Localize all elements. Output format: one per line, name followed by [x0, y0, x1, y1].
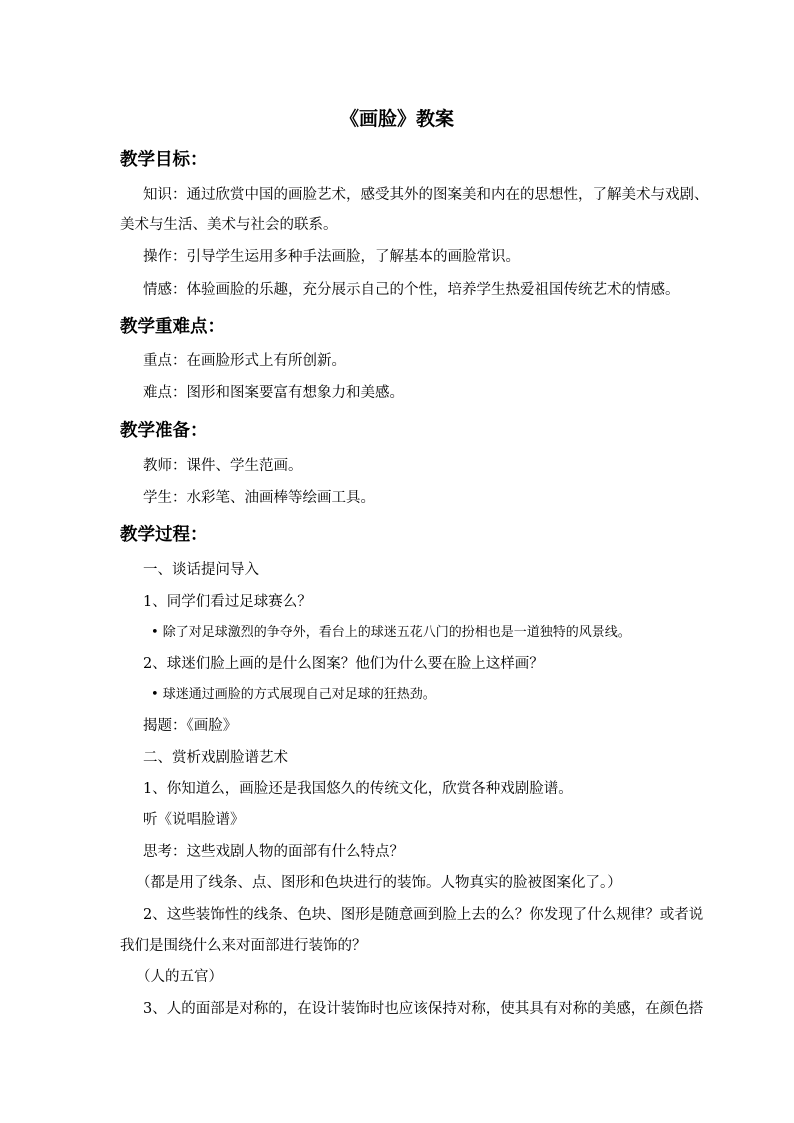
process-p2-1: 1、你知道么，画脸还是我国悠久的传统文化，欣赏各种戏剧脸谱。 — [143, 781, 573, 797]
process-reveal: 揭题：《画脸》 — [143, 718, 238, 734]
process-p2-2-line1: 2、这些装饰性的线条、色块、图形是随意画到脸上去的么？你发现了什么规律？或者说 — [143, 907, 704, 923]
document-title: 《画脸》教案 — [339, 108, 454, 130]
process-p2-2-line2: 我们是围绕什么来对面部进行装饰的？ — [120, 938, 367, 954]
process-p2-3-line1: 3、人的面部是对称的，在设计装饰时也应该保持对称，使其具有对称的美感，在颜色搭 — [143, 1001, 704, 1017]
process-think: 思考：这些戏剧人物的面部有什么特点？ — [143, 844, 404, 860]
prep-teacher: 教师：课件、学生范画。 — [143, 458, 303, 474]
process-part2: 二、赏析戏剧脸谱艺术 — [143, 750, 288, 766]
process-a2: • 球迷通过画脸的方式展现自己对足球的狂热劲。 — [151, 687, 436, 702]
prep-student: 学生：水彩笔、油画棒等绘画工具。 — [143, 490, 375, 506]
heading-preparation: 教学准备： — [120, 421, 208, 441]
process-part1: 一、谈话提问导入 — [143, 562, 259, 578]
key-point: 重点：在画脸形式上有所创新。 — [143, 353, 346, 369]
process-q1: 1、同学们看过足球赛么？ — [143, 594, 312, 610]
heading-goals: 教学目标： — [120, 150, 208, 170]
process-a1: • 除了对足球激烈的争夺外，看台上的球迷五花八门的扮相也是一道独特的风景线。 — [151, 625, 631, 640]
goal-emotion: 情感：体验画脸的乐趣，充分展示自己的个性，培养学生热爱祖国传统艺术的情感。 — [143, 282, 680, 298]
process-listen: 听《说唱脸谱》 — [143, 812, 245, 828]
goal-knowledge-line1: 知识：通过欣赏中国的画脸艺术，感受其外的图案美和内在的思想性，了解美术与戏剧、 — [143, 187, 709, 203]
heading-key-points: 教学重难点： — [120, 317, 225, 337]
process-p2-2-answer: （人的五官） — [136, 969, 223, 985]
heading-process: 教学过程： — [120, 525, 208, 545]
difficult-point: 难点：图形和图案要富有想象力和美感。 — [143, 385, 404, 401]
goal-knowledge-line2: 美术与生活、美术与社会的联系。 — [120, 217, 338, 233]
process-think-answer: （都是用了线条、点、图形和色块进行的装饰。人物真实的脸被图案化了。） — [136, 875, 622, 891]
process-q2: 2、球迷们脸上画的是什么图案？他们为什么要在脸上这样画？ — [143, 656, 544, 672]
goal-operation: 操作：引导学生运用多种手法画脸，了解基本的画脸常识。 — [143, 249, 520, 265]
